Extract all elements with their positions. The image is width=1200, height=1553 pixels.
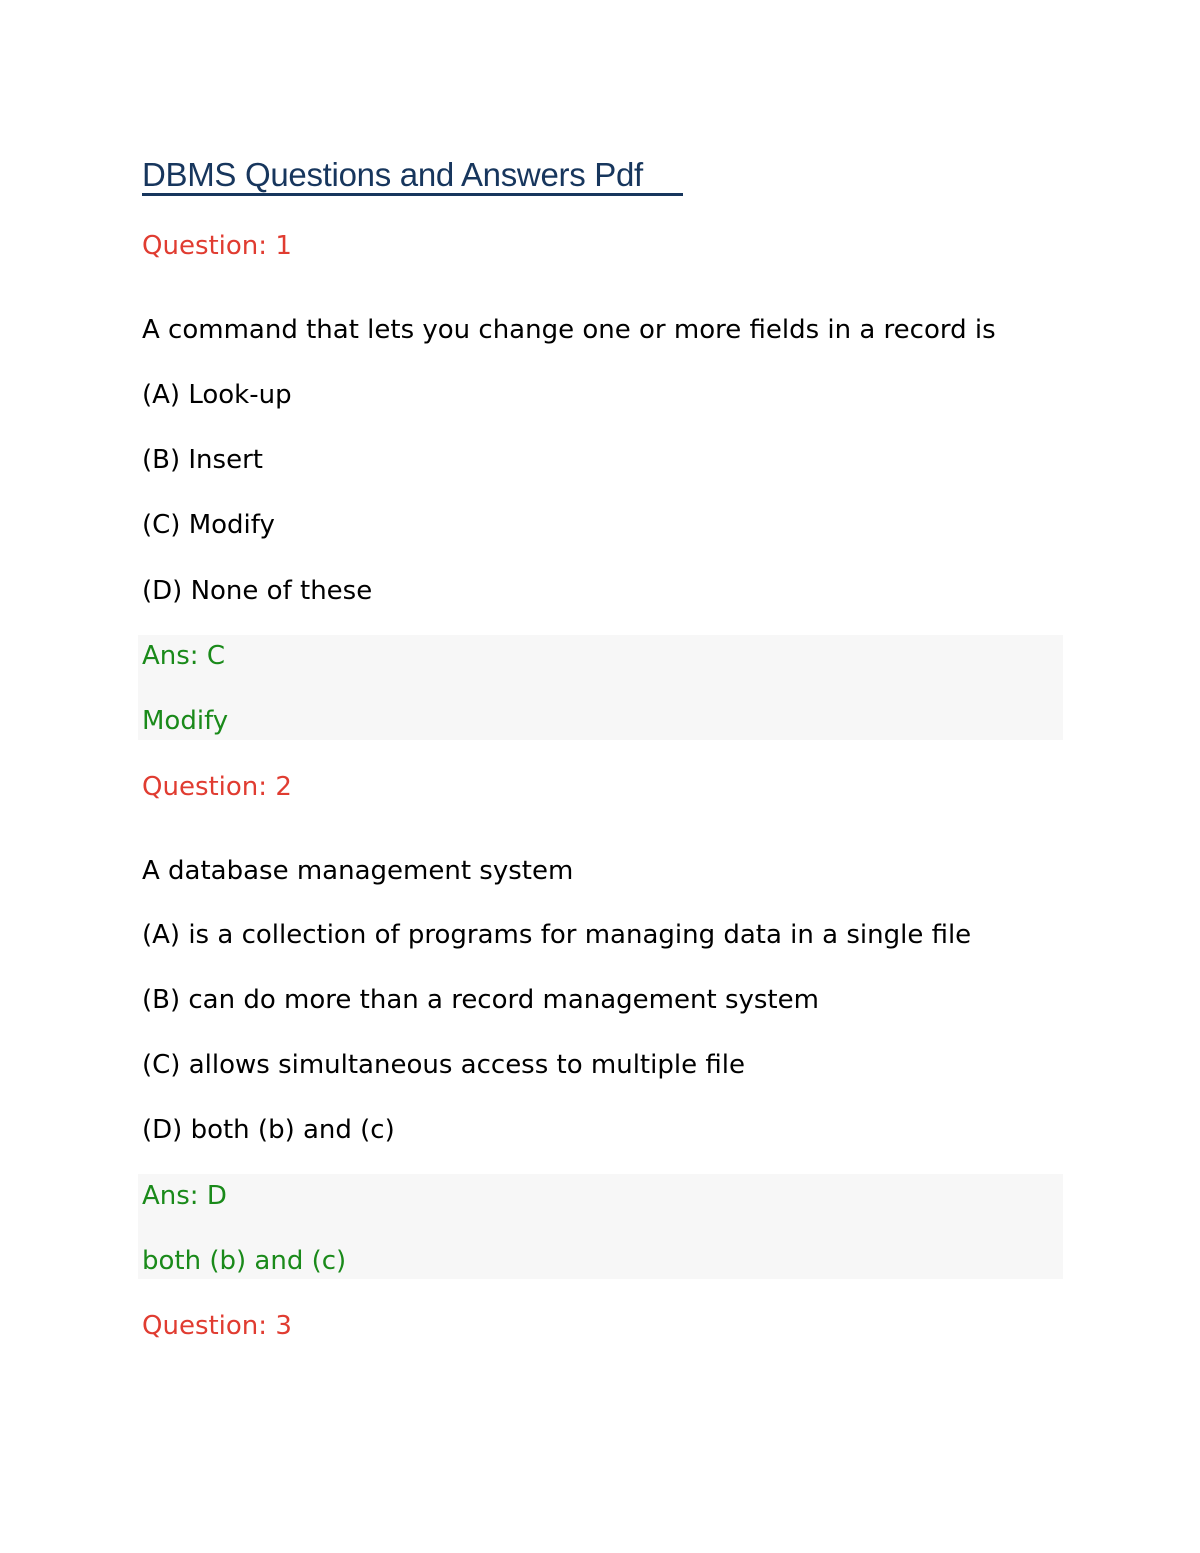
title-underline — [142, 193, 683, 196]
answer-text: both (b) and (c) — [142, 1246, 347, 1276]
option-b: (B) can do more than a record management system — [142, 985, 819, 1015]
question-heading: Question: 2 — [142, 772, 292, 802]
question-heading: Question: 3 — [142, 1311, 292, 1341]
option-b: (B) Insert — [142, 445, 263, 475]
option-a: (A) is a collection of programs for managing data in a single file — [142, 920, 972, 950]
option-d: (D) both (b) and (c) — [142, 1115, 395, 1145]
answer-label: Ans: C — [142, 641, 225, 671]
option-c: (C) Modify — [142, 510, 275, 540]
option-a: (A) Look-up — [142, 380, 292, 410]
option-d: (D) None of these — [142, 576, 373, 606]
question-heading: Question: 1 — [142, 231, 292, 261]
option-c: (C) allows simultaneous access to multiple file — [142, 1050, 745, 1080]
answer-label: Ans: D — [142, 1181, 227, 1211]
question-text: A command that lets you change one or more fields in a record is — [142, 315, 996, 345]
answer-box — [138, 635, 1063, 740]
answer-text: Modify — [142, 706, 229, 736]
document-title: DBMS Questions and Answers Pdf — [142, 156, 643, 193]
question-text: A database management system — [142, 856, 574, 886]
